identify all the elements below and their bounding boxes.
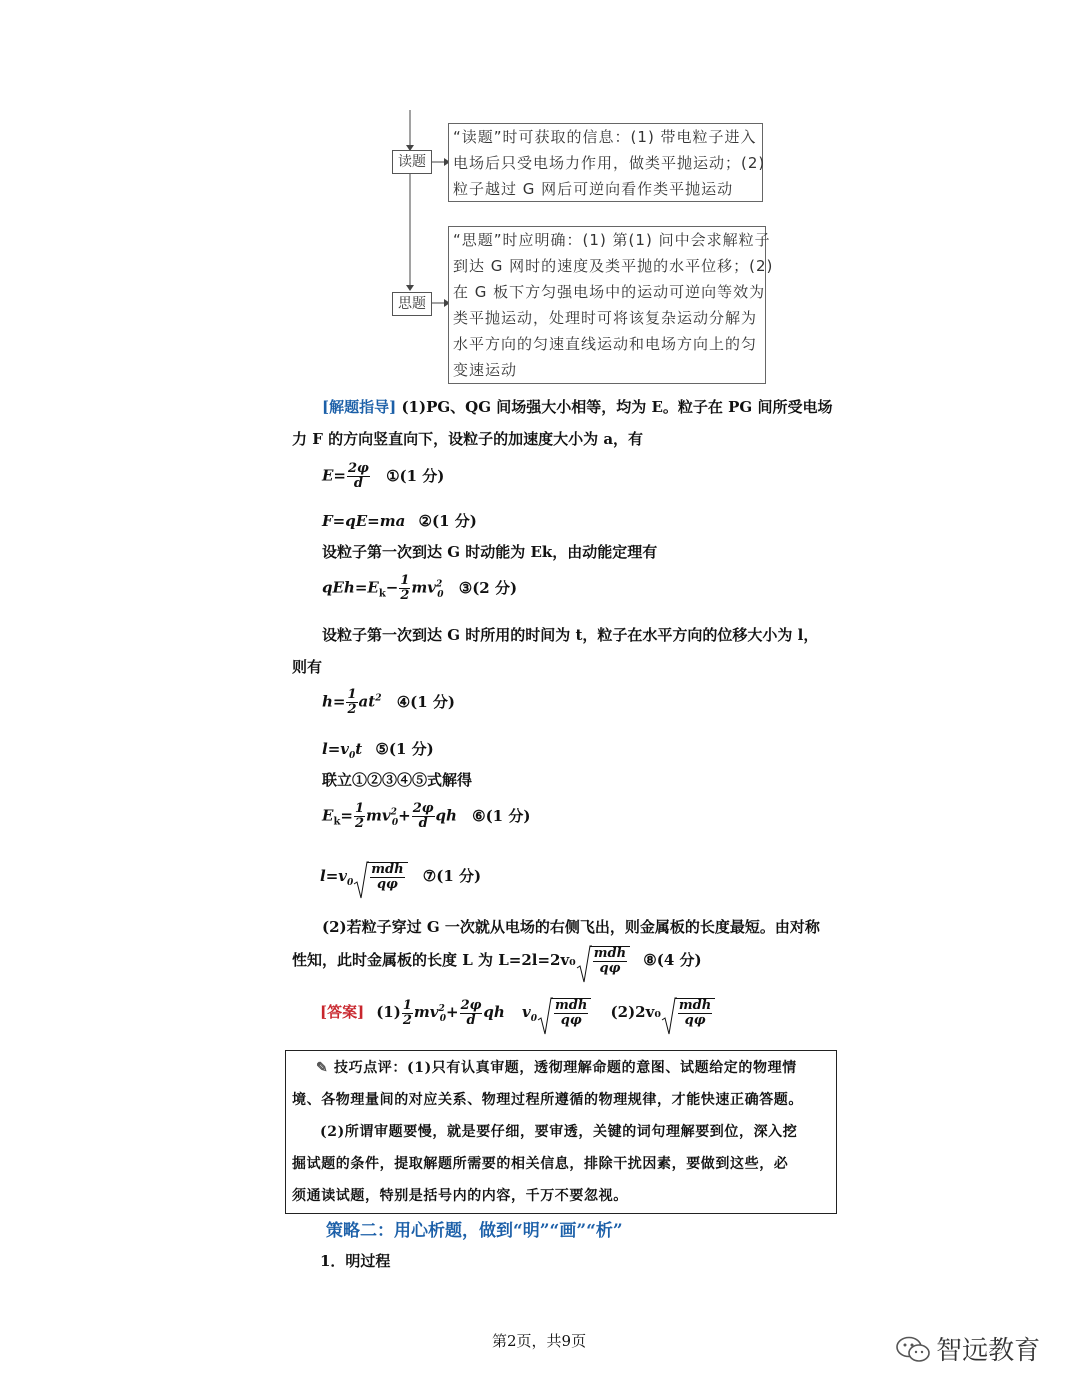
answer-line: [答案] (1) $\frac{1}{2}$ $mv^2_0+$ $\frac{2\varphi}{d}$ qh $v_0$ $\frac{\text{mdh}}{q\varphi}$ (2)2v₀ $\frac{\text{mdh}}{q\varphi}$	[320, 998, 715, 1028]
flow-think-label: 思题	[392, 292, 432, 316]
flowchart-connectors	[380, 105, 455, 320]
equation-7: $l=v_0$ $\frac{\text{mdh}}{q\varphi}$ ⑦(1 分)	[320, 862, 481, 892]
answer-part-2-label: (2)2v₀	[610, 1003, 661, 1021]
mark-1: ①(1 分)	[386, 466, 445, 485]
watermark	[895, 1330, 1040, 1367]
equation-1: E= $\frac{2\varphi}{d}$ ①(1 分)	[322, 461, 445, 491]
read-line-3: 粒子越过 G 网后可逆向看作类平抛运动	[453, 180, 734, 198]
part2-text-2: 性知，此时金属板的长度 L 为 L=2l=2v₀	[292, 951, 576, 969]
think-line-6: 变速运动	[453, 361, 518, 379]
think-line-1: “思题”时应明确：(1) 第(1) 问中会求解粒子	[453, 231, 771, 249]
step-t-text-2: 则有	[292, 658, 323, 676]
flow-read-box	[448, 123, 766, 202]
solution-tag: [解题指导]	[322, 398, 397, 416]
flow-read-label: 读题	[392, 150, 432, 174]
think-line-5: 水平方向的匀速直线运动和电场方向上的匀	[453, 335, 758, 353]
step-ek-text: 设粒子第一次到达 G 时动能为 Ek，由动能定理有	[322, 543, 658, 561]
combine-text: 联立①②③④⑤式解得	[322, 771, 473, 789]
think-line-2: 到达 G 网时的速度及类平抛的水平位移；(2)	[453, 257, 774, 275]
think-line-3: 在 G 板下方匀强电场中的运动可逆向等效为	[453, 283, 766, 301]
strategy-item-1: 1．明过程	[320, 1252, 391, 1270]
tips-line-2: 境、各物理量间的对应关系、物理过程所遵循的物理规律，才能快速正确答题。	[292, 1092, 803, 1108]
tips-box	[285, 1050, 837, 1214]
solution-intro-2: 力 F 的方向竖直向下，设粒子的加速度大小为 a，有	[292, 430, 644, 448]
step-t-text-1: 设粒子第一次到达 G 时所用的时间为 t，粒子在水平方向的位移大小为 l，	[322, 626, 819, 644]
solution-intro-line-1	[322, 396, 832, 417]
read-line-2: 电场后只受电场力作用，做类平抛运动；(2)	[453, 154, 766, 172]
strategy-title: 策略二：用心析题，做到“明”“画”“析”	[326, 1221, 623, 1241]
flow-think-box	[448, 226, 774, 384]
mark-3: ③(2 分)	[458, 578, 518, 597]
think-line-4: 类平抛运动，处理时可将该复杂运动分解为	[453, 309, 758, 327]
tips-line-4: 掘试题的条件，提取解题所需要的相关信息，排除干扰因素，要做到这些，必	[292, 1156, 789, 1172]
wechat-icon	[895, 1334, 931, 1364]
answer-tag: [答案]	[320, 1003, 365, 1021]
equation-6: $E_k=$ $\frac{1}{2}$ $mv^2_0+$ $\frac{2\varphi}{d}$ qh ⑥(1 分)	[322, 801, 531, 831]
watermark-text: 智远教育	[936, 1336, 1041, 1366]
equation-5: $l=v_0t$ ⑤(1 分)	[322, 740, 434, 761]
tips-line-1: 技巧点评：(1)只有认真审题，透彻理解命题的意图、试题给定的物理情	[334, 1060, 797, 1076]
part2-line-2: 性知，此时金属板的长度 L 为 L=2l=2v₀ $\frac{\text{mdh}}{q\varphi}$ ⑧(4 分)	[292, 946, 702, 976]
equation-2: F=qE=ma ②(1 分)	[322, 512, 477, 530]
mark-7: ⑦(1 分)	[422, 867, 482, 885]
tips-line-5: 须通读试题，特别是括号内的内容，千万不要忽视。	[292, 1188, 628, 1204]
equation-3: $qEh=E_k-$ $\frac{1}{2}$ $mv^2_0$ ③(2 分)	[322, 573, 518, 603]
equation-4: h= $\frac{1}{2}$ $at^2$ ④(1 分)	[322, 687, 455, 717]
pen-icon: ✎	[316, 1060, 329, 1076]
mark-6: ⑥(1 分)	[472, 806, 531, 825]
solution-intro-1: (1)PG、QG 间场强大小相等，均为 E。粒子在 PG 间所受电场	[401, 398, 833, 416]
mark-4: ④(1 分)	[396, 692, 455, 711]
mark-2: ②(1 分)	[418, 512, 477, 530]
tips-line-1-row	[316, 1057, 797, 1077]
mark-5: ⑤(1 分)	[375, 740, 434, 758]
mark-8: ⑧(4 分)	[643, 951, 702, 969]
page-number: 第2页，共9页	[492, 1332, 587, 1350]
read-line-1: “读题”时可获取的信息：(1) 带电粒子进入	[453, 128, 757, 146]
part2-text-1: (2)若粒子穿过 G 一次就从电场的右侧飞出，则金属板的长度最短。由对称	[322, 918, 820, 936]
answer-part-1-label: (1)	[376, 1003, 401, 1021]
tips-line-3: (2)所谓审题要慢，就是要仔细，要审透，关键的词句理解要到位，深入挖	[320, 1124, 798, 1140]
